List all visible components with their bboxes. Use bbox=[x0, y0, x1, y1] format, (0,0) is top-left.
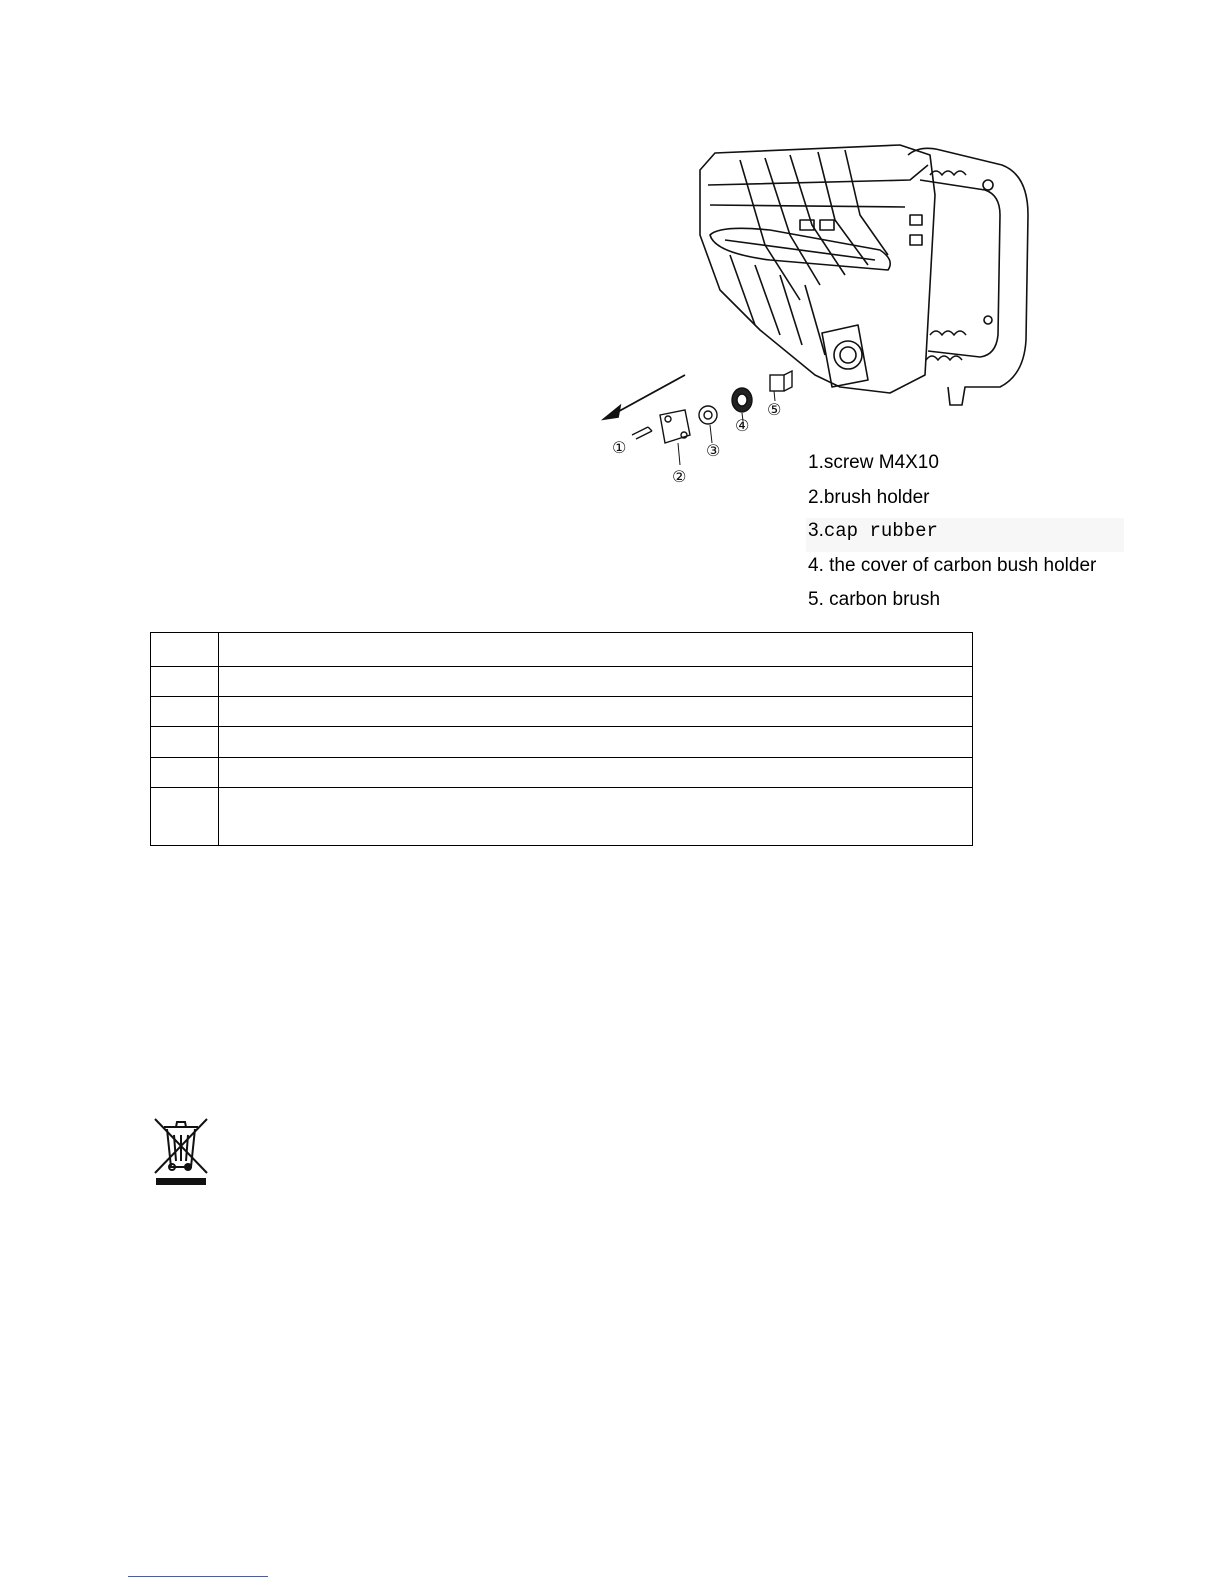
table-row bbox=[151, 758, 973, 788]
table-row bbox=[151, 788, 973, 846]
table-cell-num bbox=[151, 633, 219, 667]
legend-item-5-number: 5. bbox=[808, 589, 824, 610]
table-row bbox=[151, 667, 973, 697]
table-cell-num bbox=[151, 758, 219, 788]
table-cell-text bbox=[219, 758, 973, 788]
legend-item-3-number: 3. bbox=[808, 520, 824, 541]
table-cell-text bbox=[219, 697, 973, 727]
legend-item-5 bbox=[808, 589, 940, 611]
legend-item-1: 1.screw M4X10 bbox=[808, 452, 939, 473]
callout-2: ② bbox=[672, 467, 687, 486]
table-cell-num bbox=[151, 667, 219, 697]
tool-exploded-diagram bbox=[590, 125, 1040, 495]
legend-item-5-text: carbon brush bbox=[829, 589, 941, 610]
legend-item-4: 4. the cover of carbon bush holder bbox=[808, 555, 1097, 576]
crossed-out-bin-icon bbox=[150, 1115, 212, 1187]
table-cell-text bbox=[219, 633, 973, 667]
legend-item-2: 2.brush holder bbox=[808, 487, 930, 508]
table-cell-text bbox=[219, 727, 973, 758]
parts-table bbox=[150, 632, 973, 846]
legend-item-3-text: cap rubber bbox=[823, 520, 938, 542]
table-cell-num bbox=[151, 727, 219, 758]
callout-3: ③ bbox=[706, 441, 721, 460]
table-cell-text bbox=[219, 788, 973, 846]
table-cell-text bbox=[219, 667, 973, 697]
table-row bbox=[151, 727, 973, 758]
callout-1: ① bbox=[612, 438, 627, 457]
footer-link-underline[interactable] bbox=[128, 1576, 268, 1577]
table-row bbox=[151, 697, 973, 727]
table-cell-num bbox=[151, 697, 219, 727]
table-row bbox=[151, 633, 973, 667]
legend-item-3 bbox=[808, 520, 938, 542]
callout-5: ⑤ bbox=[767, 400, 782, 419]
callout-4: ④ bbox=[735, 416, 750, 435]
table-cell-num bbox=[151, 788, 219, 846]
